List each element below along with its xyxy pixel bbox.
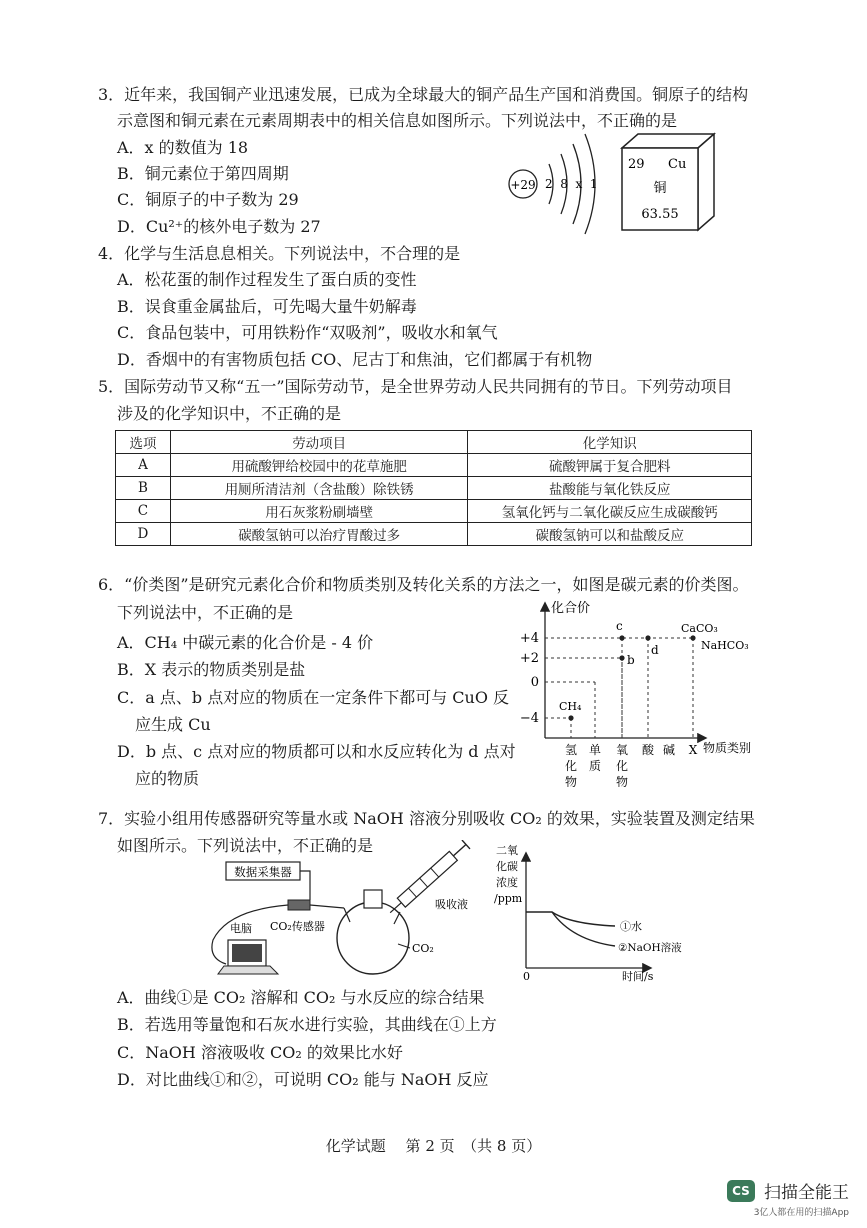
q3-option-b: B．铜元素位于第四周期 xyxy=(117,164,289,183)
table-cell: 碳酸氢钠可以治疗胃酸过多 xyxy=(170,523,468,546)
q7-option-a: A．曲线①是 CO₂ 溶解和 CO₂ 与水反应的综合结果 xyxy=(117,988,485,1007)
graph-ylabel-3: 浓度 xyxy=(496,876,518,889)
table-header: 选项 xyxy=(116,431,171,454)
absorbent-label: 吸收液 xyxy=(435,898,468,911)
y-tick-label: +2 xyxy=(519,651,539,666)
table-cell: B xyxy=(116,477,171,500)
point-b xyxy=(619,655,624,660)
co2-gas-label: CO₂ xyxy=(412,942,434,955)
q3-option-c: C．铜原子的中子数为 29 xyxy=(117,190,299,209)
atomic-mass: 63.55 xyxy=(641,207,679,222)
q6-option-a: A．CH₄ 中碳元素的化合价是 - 4 价 xyxy=(117,633,374,652)
graph-origin: 0 xyxy=(523,970,530,983)
camscanner-logo-icon: CS xyxy=(727,1180,755,1202)
table-cell: C xyxy=(116,500,171,523)
q6-option-c-line2: 应生成 Cu xyxy=(135,715,211,734)
point-label-c: c xyxy=(616,619,623,633)
x-cat-label: 氧 xyxy=(615,743,629,757)
q6-option-c-line1: C．a 点、b 点对应的物质在一定条件下都可与 CuO 反 xyxy=(117,688,510,707)
experiment-apparatus xyxy=(198,840,493,985)
cable xyxy=(300,871,310,900)
point-d xyxy=(645,635,650,640)
atom-nucleus-label: +29 xyxy=(510,178,536,192)
chart-xlabel: 物质类别 xyxy=(703,741,752,755)
x-cat-label: 化 xyxy=(564,759,578,773)
point-caco3 xyxy=(690,635,695,640)
q3-option-a: A．x 的数值为 18 xyxy=(117,138,249,157)
x-cat-label: X xyxy=(688,743,698,757)
table-header: 劳动项目 xyxy=(170,431,468,454)
graph-ylabel-4: /ppm xyxy=(494,892,523,905)
q7-option-c: C．NaOH 溶液吸收 CO₂ 的效果比水好 xyxy=(117,1043,403,1062)
table-header: 化学知识 xyxy=(468,431,752,454)
brand-name: 扫描全能王 xyxy=(764,1183,849,1203)
atom-shell-label: 2 8 x 1 xyxy=(545,177,598,191)
flask-neck xyxy=(364,890,382,908)
periodic-cell-cube xyxy=(618,132,718,232)
valence-class-chart xyxy=(505,598,765,798)
table-row xyxy=(116,500,752,523)
q5-stem-line2: 涉及的化学知识中，不正确的是 xyxy=(117,404,342,423)
table-row xyxy=(116,454,752,477)
q4-option-c: C．食品包装中，可用铁粉作“双吸剂”，吸收水和氧气 xyxy=(117,323,498,342)
q3-option-d: D．Cu²⁺的核外电子数为 27 xyxy=(117,217,321,236)
point-label-d: d xyxy=(651,643,659,657)
q3-stem-line2: 示意图和铜元素在元素周期表中的相关信息如图所示。下列说法中，不正确的是 xyxy=(117,111,678,130)
table-cell: 用硫酸钾给校园中的花草施肥 xyxy=(170,454,468,477)
copper-atom-diagram xyxy=(505,130,605,235)
q4-option-a: A．松花蛋的制作过程发生了蛋白质的变性 xyxy=(117,270,417,289)
curve-label-water: ①水 xyxy=(620,920,642,933)
q5-stem-line1: 5．国际劳动节又称“五一”国际劳动节，是全世界劳动人民共同拥有的节日。下列劳动项目 xyxy=(98,377,733,396)
co2-sensor xyxy=(288,900,310,910)
point-label-ch4: CH₄ xyxy=(559,700,582,713)
table-cell: 硫酸钾属于复合肥料 xyxy=(468,454,752,477)
q7-stem-line1: 7．实验小组用传感器研究等量水或 NaOH 溶液分别吸收 CO₂ 的效果，实验装置及测定结果 xyxy=(98,809,755,828)
graph-ylabel-1: 二氧 xyxy=(496,844,518,857)
y-tick-label: −4 xyxy=(519,711,539,726)
element-name: 铜 xyxy=(653,181,667,196)
point-label-nahco3: NaHCO₃ xyxy=(701,639,749,652)
x-cat-label: 单 xyxy=(588,743,602,757)
scanner-watermark xyxy=(727,1178,849,1218)
x-cat-label: 物 xyxy=(564,775,578,789)
table-cell: 碳酸氢钠可以和盐酸反应 xyxy=(468,523,752,546)
element-symbol: Cu xyxy=(668,157,687,172)
table-row xyxy=(116,477,752,500)
y-tick-label: 0 xyxy=(530,675,539,690)
curve-water xyxy=(526,912,615,926)
curve-label-naoh: ②NaOH溶液 xyxy=(618,942,682,954)
sensor-label: CO₂传感器 xyxy=(270,920,325,933)
point-label-caco3: CaCO₃ xyxy=(681,622,718,635)
point-c xyxy=(619,635,624,640)
graph-ylabel-2: 化碳 xyxy=(496,860,518,873)
table-cell: 氢氧化钙与二氧化碳反应生成碳酸钙 xyxy=(468,500,752,523)
chart-ylabel: 化合价 xyxy=(551,601,591,616)
point-ch4 xyxy=(568,715,573,720)
table-cell: 用石灰浆粉刷墙壁 xyxy=(170,500,468,523)
q7-option-b: B．若选用等量饱和石灰水进行实验，其曲线在①上方 xyxy=(117,1015,497,1034)
point-label-b: b xyxy=(627,653,635,667)
q6-option-d-line1: D．b 点、c 点对应的物质都可以和水反应转化为 d 点对 xyxy=(117,742,516,761)
graph-xlabel: 时间/s xyxy=(622,970,654,983)
x-cat-label: 碱 xyxy=(662,743,676,757)
y-tick-label: +4 xyxy=(519,631,539,646)
page-footer: 化学试题 第 2 页 （共 8 页） xyxy=(325,1137,542,1155)
laptop-base xyxy=(218,966,278,974)
q6-option-b: B．X 表示的物质类别是盐 xyxy=(117,660,306,679)
flask xyxy=(337,902,409,974)
x-cat-label: 酸 xyxy=(641,743,655,757)
table-cell: A xyxy=(116,454,171,477)
table-header-row xyxy=(116,431,752,454)
table-cell: D xyxy=(116,523,171,546)
q7-option-d: D．对比曲线①和②，可说明 CO₂ 能与 NaOH 反应 xyxy=(117,1070,489,1089)
x-cat-label: 物 xyxy=(615,775,629,789)
q4-option-b: B．误食重金属盐后，可先喝大量牛奶解毒 xyxy=(117,297,417,316)
q6-stem-line2: 下列说法中，不正确的是 xyxy=(117,603,294,622)
data-collector-label: 数据采集器 xyxy=(234,865,292,879)
computer-label: 电脑 xyxy=(230,922,252,935)
table-cell: 用厕所清洁剂（含盐酸）除铁锈 xyxy=(170,477,468,500)
co2-concentration-graph xyxy=(490,840,730,985)
x-cat-label: 化 xyxy=(615,759,629,773)
q6-option-d-line2: 应的物质 xyxy=(135,769,200,788)
table-cell: 盐酸能与氧化铁反应 xyxy=(468,477,752,500)
q3-stem-line1: 3．近年来，我国铜产业迅速发展，已成为全球最大的铜产品生产国和消费国。铜原子的结构 xyxy=(98,85,749,104)
atomic-number: 29 xyxy=(628,157,645,172)
brand-tagline: 3亿人都在用的扫描App xyxy=(753,1208,849,1218)
q6-stem-line1: 6．“价类图”是研究元素化合价和物质类别及转化关系的方法之一，如图是碳元素的价类图。 xyxy=(98,575,749,594)
q4-option-d: D．香烟中的有害物质包括 CO、尼古丁和焦油，它们都属于有机物 xyxy=(117,350,593,369)
sensor-tube xyxy=(310,905,344,908)
table-row xyxy=(116,523,752,546)
labor-table xyxy=(115,430,752,546)
q4-stem: 4．化学与生活息息相关。下列说法中，不合理的是 xyxy=(98,244,461,263)
x-cat-label: 质 xyxy=(588,759,602,773)
q7-stem-line2: 如图所示。下列说法中，不正确的是 xyxy=(117,836,374,855)
x-cat-label: 氢 xyxy=(564,743,578,757)
